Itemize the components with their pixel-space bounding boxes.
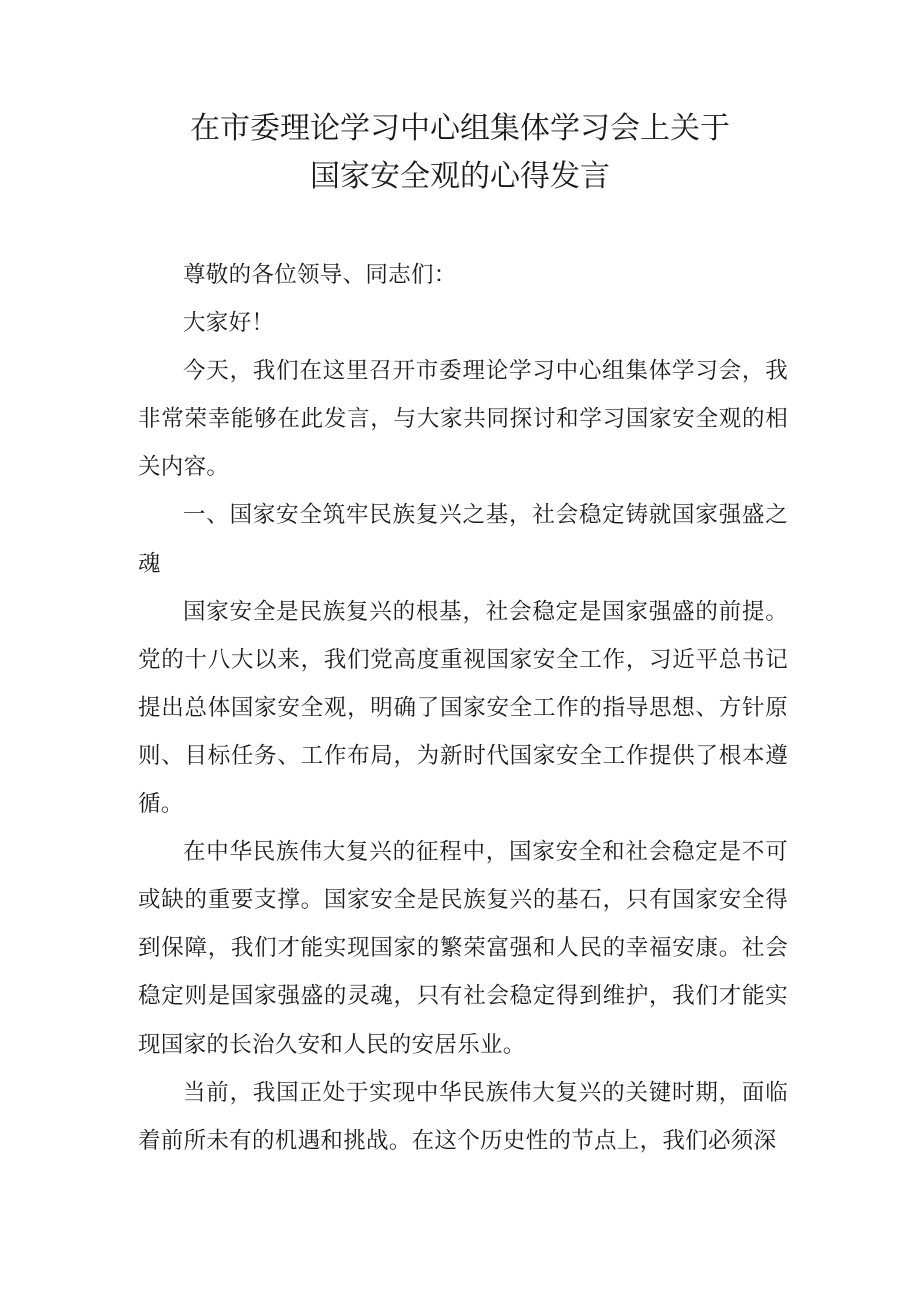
paragraph-intro: 今天，我们在这里召开市委理论学习中心组集体学习会，我非常荣幸能够在此发言，与大家共同探讨和学习国家安全观的相关内容。 xyxy=(138,358,788,481)
document-title-line-1: 在市委理论学习中心组集体学习会上关于 xyxy=(190,111,730,146)
paragraph-1: 国家安全是民族复兴的根基，社会稳定是国家强盛的前提。党的十八大以来，我们党高度重视国家安全工作，习近平总书记提出总体国家安全观，明确了国家安全工作的指导思想、方针原则、目标任务、工作布局，为新时代国家安全工作提供了根本遵循。 xyxy=(138,598,788,818)
section-heading-1: 一、国家安全筑牢民族复兴之基，社会稳定铸就国家强盛之魂 xyxy=(138,502,788,577)
salutation: 尊敬的各位领导、同志们： xyxy=(183,262,457,288)
paragraph-3: 当前，我国正处于实现中华民族伟大复兴的关键时期，面临着前所未有的机遇和挑战。在这个历史性的节点上，我们必须深 xyxy=(138,1079,788,1154)
document-body xyxy=(138,251,788,1165)
document-title-line-2: 国家安全观的心得发言 xyxy=(310,159,610,194)
greeting: 大家好！ xyxy=(183,310,275,337)
paragraph-2: 在中华民族伟大复兴的征程中，国家安全和社会稳定是不可或缺的重要支撑。国家安全是民族复兴的基石，只有国家安全得到保障，我们才能实现国家的繁荣富强和人民的幸福安康。社会稳定则是国家强盛的灵魂，只有社会稳定得到维护，我们才能实现国家的长治久安和人民的安居乐业。 xyxy=(138,839,788,1058)
